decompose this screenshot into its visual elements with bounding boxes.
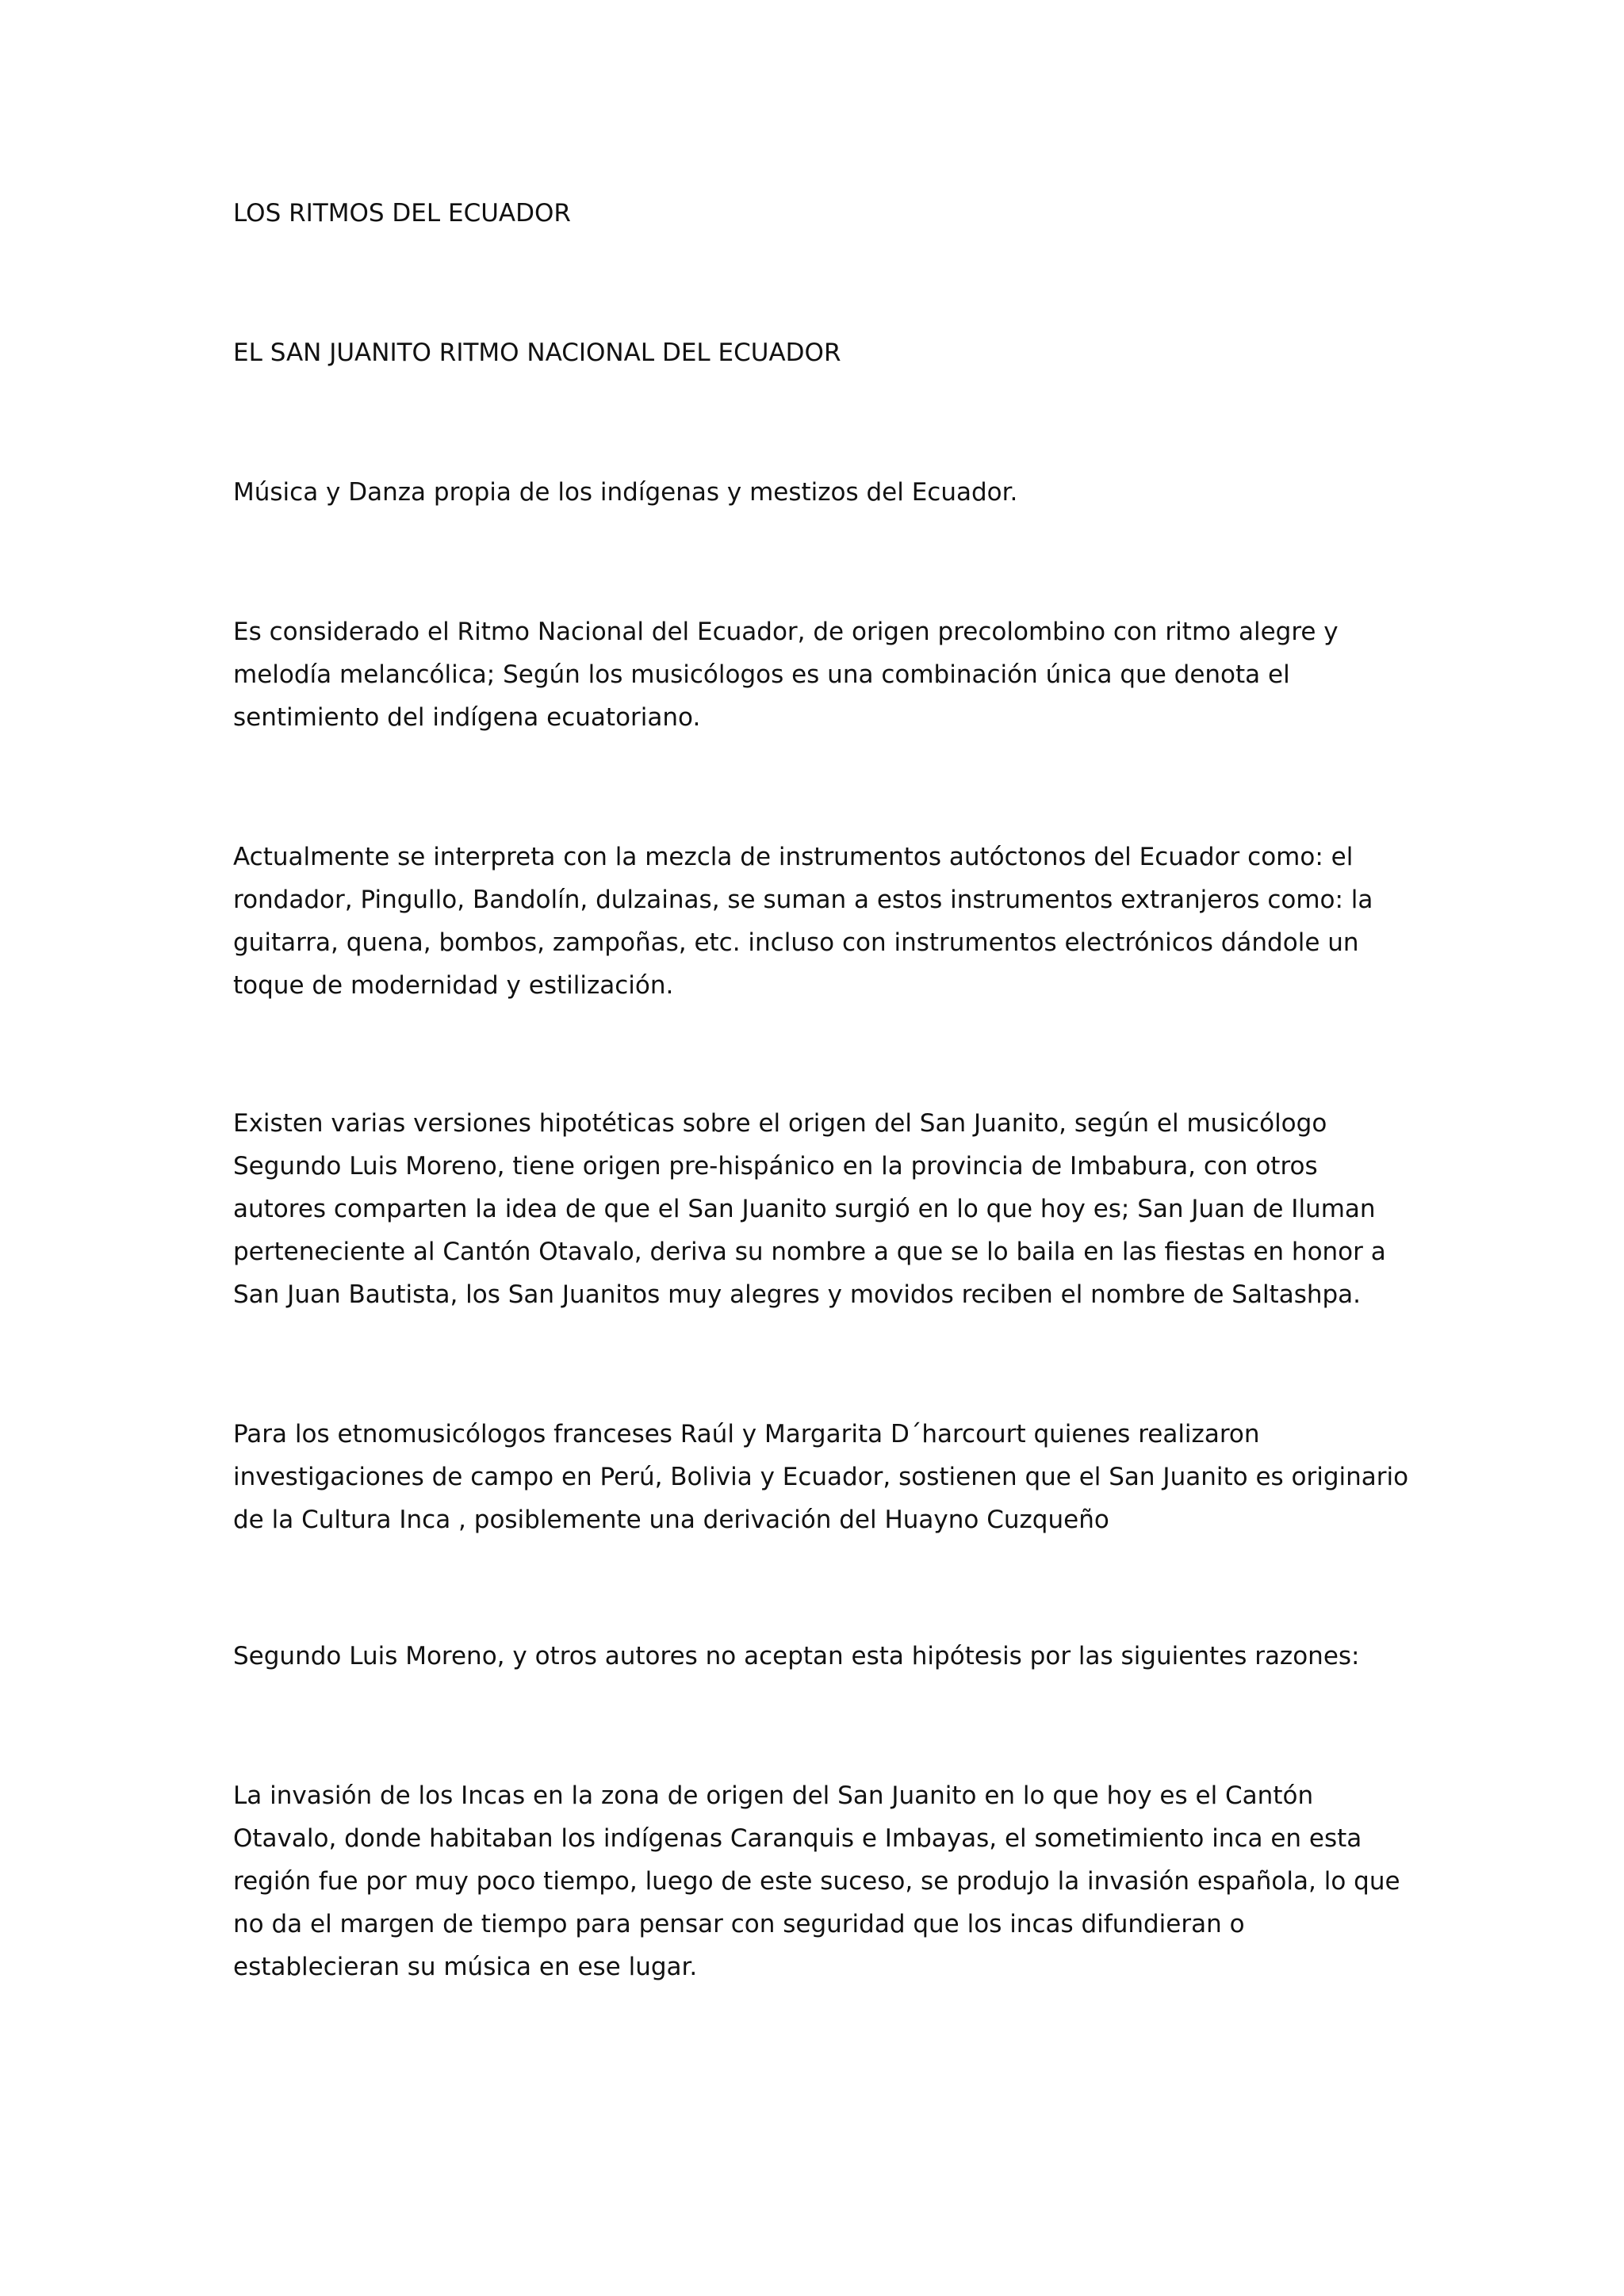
paragraph-reasons: La invasión de los Incas en la zona de origen del San Juanito en lo que hoy es el Cantón Otavalo, donde habitaban los indígenas Caranquis e Imbayas, el sometimiento inca en esta región fue por muy poco tiempo, luego de este suceso, se produjo la invasión española, lo que no da el margen de tiempo para pensar con seguridad que los incas difundieran o establecieran su música en ese lugar. bbox=[233, 1781, 1400, 1981]
paragraph-intro: Música y Danza propia de los indígenas y mestizos del Ecuador. bbox=[233, 478, 1018, 507]
document-title: LOS RITMOS DEL ECUADOR bbox=[233, 199, 571, 228]
paragraph-national-rhythm: Es considerado el Ritmo Nacional del Ecuador, de origen precolombino con ritmo alegre y melodía melancólica; Según los musicólogos es una combinación única que denota el sentimiento del indígena ecuatoriano. bbox=[233, 618, 1339, 732]
paragraph-origin-hypotheses: Existen varias versiones hipotéticas sobre el origen del San Juanito, según el musicólogo Segundo Luis Moreno, tiene origen pre-hispánico en la provincia de Imbabura, con otros autores comparten la idea de que el San Juanito surgió en lo que hoy es; San Juan de Iluman perteneciente al Cantón Otavalo, deriva su nombre a que se lo baila en las fiestas en honor a San Juan Bautista, los San Juanitos muy alegres y movidos reciben el nombre de Saltashpa. bbox=[233, 1109, 1386, 1309]
paragraph-instruments: Actualmente se interpreta con la mezcla de instrumentos autóctonos del Ecuador como: el rondador, Pingullo, Bandolín, dulzainas, se suman a estos instrumentos extranjeros como: la guitarra, quena, bombos, zampoñas, etc. incluso con instrumentos electrónicos dándole un toque de modernidad y estilización. bbox=[233, 843, 1373, 1000]
paragraph-objection: Segundo Luis Moreno, y otros autores no aceptan esta hipótesis por las siguientes razones: bbox=[233, 1642, 1360, 1670]
paragraph-inca-hypothesis: Para los etnomusicólogos franceses Raúl y Margarita D´harcourt quienes realizaron investigaciones de campo en Perú, Bolivia y Ecuador, sostienen que el San Juanito es originario de la Cultura Inca , posiblemente una derivación del Huayno Cuzqueño bbox=[233, 1420, 1409, 1534]
document-subtitle: EL SAN JUANITO RITMO NACIONAL DEL ECUADOR bbox=[233, 339, 841, 367]
